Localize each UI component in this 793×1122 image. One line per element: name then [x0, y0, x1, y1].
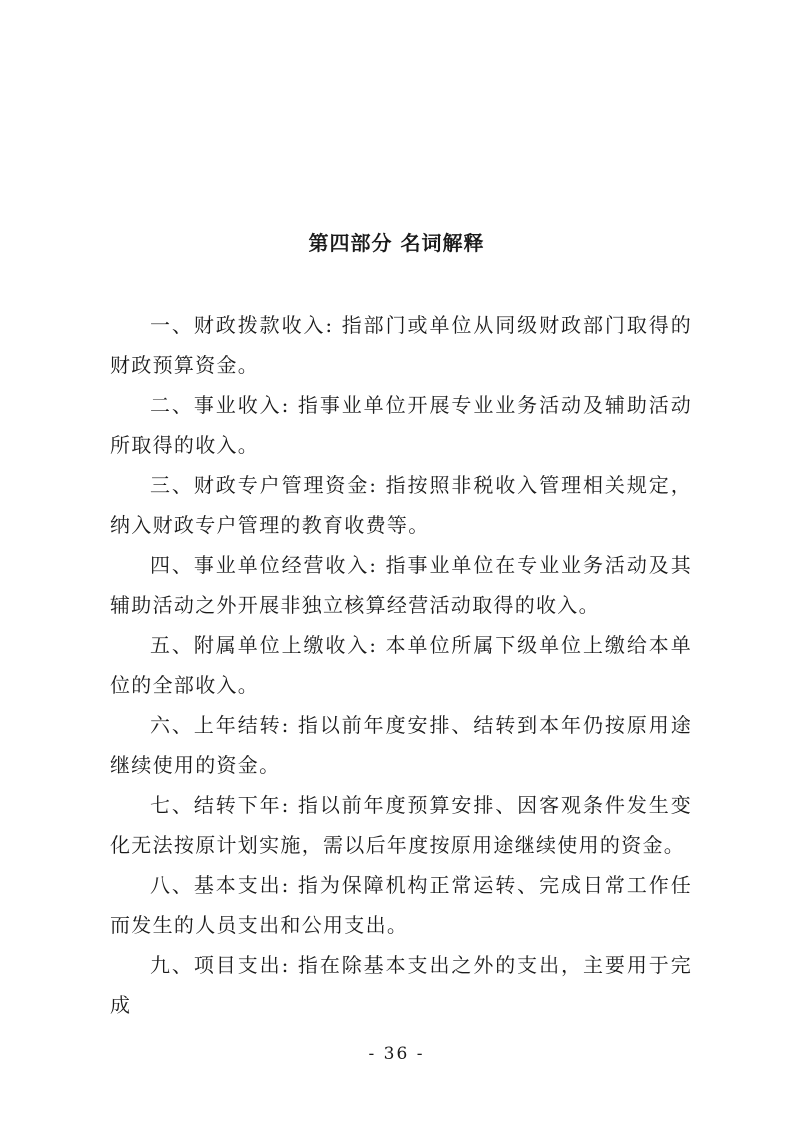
paragraph-3: 三、财政专户管理资金: 指按照非税收入管理相关规定，纳入财政专户管理的教育收费等。: [110, 473, 692, 537]
document-body: [110, 305, 692, 1025]
paragraph-9: 九、项目支出: 指在除基本支出之外的支出，主要用于完成: [110, 953, 692, 1017]
paragraph-4: 四、事业单位经营收入: 指事业单位在专业业务活动及其辅助活动之外开展非独立核算经营活动取得的收入。: [110, 553, 692, 617]
paragraph-8: 八、基本支出: 指为保障机构正常运转、完成日常工作任而发生的人员支出和公用支出。: [110, 873, 692, 937]
page-number: - 36 -: [368, 1044, 425, 1064]
paragraph-6: 六、上年结转: 指以前年度安排、结转到本年仍按原用途继续使用的资金。: [110, 713, 692, 777]
paragraph-7: 七、结转下年: 指以前年度预算安排、因客观条件发生变化无法按原计划实施，需以后年度按原用途继续使用的资金。: [110, 793, 692, 857]
paragraph-5: 五、附属单位上缴收入: 本单位所属下级单位上缴给本单位的全部收入。: [110, 633, 692, 697]
paragraph-2: 二、事业收入: 指事业单位开展专业业务活动及辅助活动所取得的收入。: [110, 393, 692, 457]
page-title: 第四部分 名词解释: [308, 231, 485, 255]
paragraph-1: 一、财政拨款收入: 指部门或单位从同级财政部门取得的财政预算资金。: [110, 313, 692, 377]
